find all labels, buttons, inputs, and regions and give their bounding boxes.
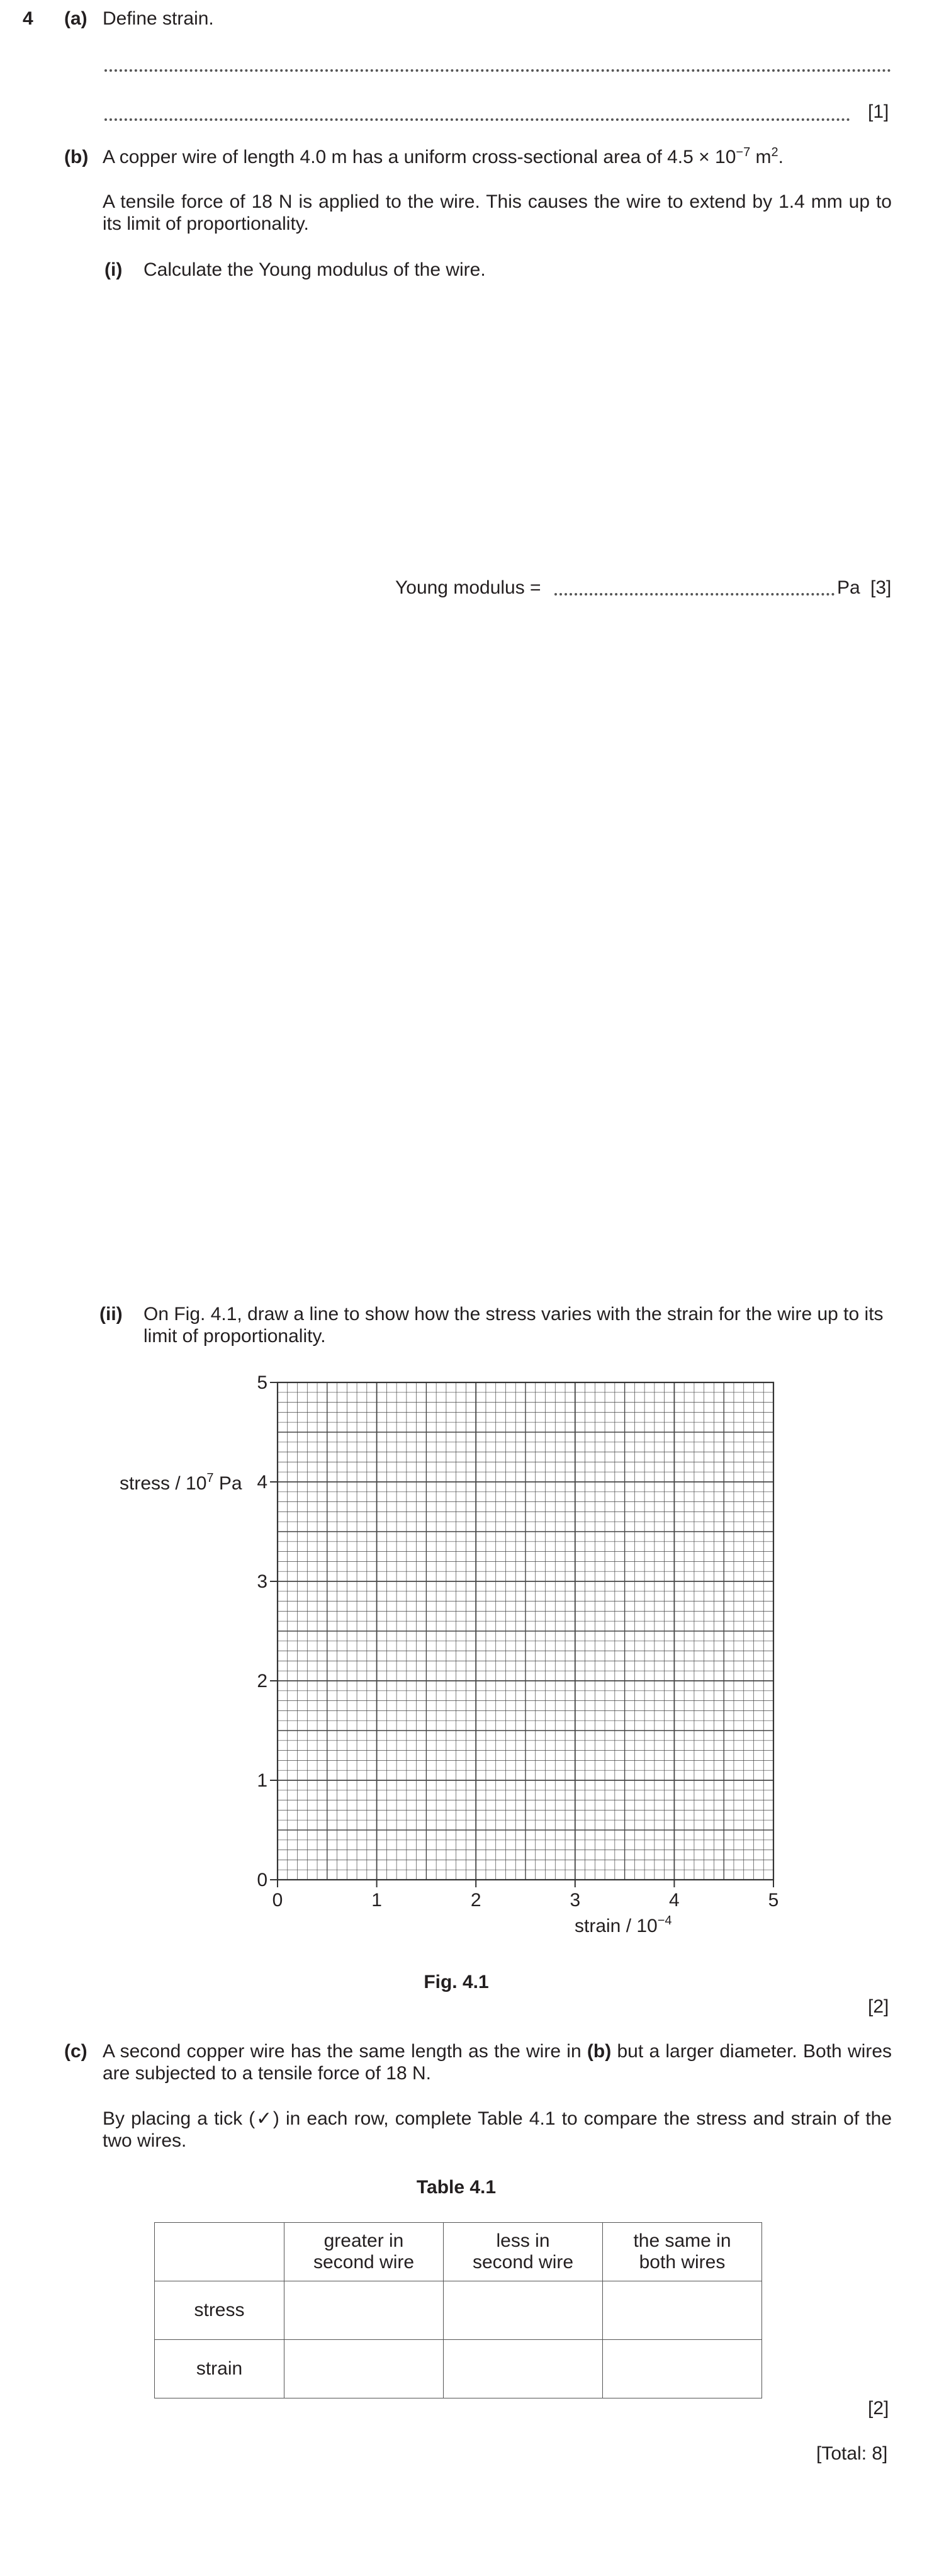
tick-cell-strain-less[interactable] bbox=[444, 2340, 603, 2398]
part-c-marks: [2] bbox=[868, 2398, 889, 2419]
x-tick-label: 2 bbox=[470, 1890, 481, 1911]
part-b-i-prompt: Calculate the Young modulus of the wire. bbox=[143, 259, 486, 280]
table-title: Table 4.1 bbox=[416, 2177, 497, 2198]
row-label-stress: stress bbox=[155, 2281, 284, 2340]
tick-cell-stress-less[interactable] bbox=[444, 2281, 603, 2340]
x-axis-label: strain / $10^{-4}$ bbox=[575, 1914, 672, 1936]
header-same: the same in both wires bbox=[603, 2223, 762, 2281]
tick-cell-stress-greater[interactable] bbox=[284, 2281, 444, 2340]
part-c-text2: By placing a tick (✓) in each row, complete Table 4.1 to compare the stress and strain of the two wires. bbox=[103, 2108, 892, 2151]
row-label-strain: strain bbox=[155, 2340, 284, 2398]
part-b-i-label: (i) bbox=[104, 259, 123, 280]
x-tick-label: 5 bbox=[768, 1890, 779, 1911]
part-a-marks: [1] bbox=[868, 101, 889, 122]
part-b-intro: A copper wire of length 4.0 m has a uniform cross-sectional area of $4.5 \times 10^{-7}$ $m^2$. bbox=[103, 145, 784, 167]
header-less: less in second wire bbox=[444, 2223, 603, 2281]
table-4-1 bbox=[154, 2222, 762, 2398]
part-c-text1: A second copper wire has the same length as the wire in (b) but a larger diameter. Both wires are subjected to a tensile force of 18 N. bbox=[103, 2041, 892, 2084]
y-tick-label: 5 bbox=[257, 1372, 267, 1393]
part-b-ii-prompt: On Fig. 4.1, draw a line to show how the stress varies with the strain for the wire up to its limit of proportionality. bbox=[143, 1304, 884, 1347]
grid bbox=[278, 1382, 773, 1880]
table-corner-cell bbox=[155, 2223, 284, 2281]
y-tick-label: 4 bbox=[257, 1472, 267, 1493]
x-tick-label: 3 bbox=[570, 1890, 581, 1911]
part-b-force-text: A tensile force of 18 N is applied to the wire. This causes the wire to extend by 1.4 mm up to its limit of proportionality. bbox=[103, 191, 892, 234]
tick-cell-strain-same[interactable] bbox=[603, 2340, 762, 2398]
x-tick-label: 4 bbox=[669, 1890, 680, 1911]
y-tick-label: 2 bbox=[257, 1671, 267, 1692]
fig-caption: Fig. 4.1 bbox=[424, 1972, 489, 1992]
young-modulus-unit: Pa bbox=[837, 577, 860, 598]
part-b-ii-label: (ii) bbox=[99, 1304, 123, 1325]
question-number: 4 bbox=[23, 8, 33, 29]
x-tick-label: 1 bbox=[371, 1890, 382, 1911]
y-tick-label: 1 bbox=[257, 1770, 267, 1791]
part-c-label: (c) bbox=[64, 2041, 87, 2062]
tick-cell-strain-greater[interactable] bbox=[284, 2340, 444, 2398]
table-row bbox=[155, 2340, 762, 2398]
header-greater: greater in second wire bbox=[284, 2223, 444, 2281]
part-a-prompt: Define strain. bbox=[103, 8, 214, 29]
axes bbox=[270, 1382, 773, 1887]
total-marks: [Total: 8] bbox=[816, 2443, 888, 2464]
x-tick-label: 0 bbox=[272, 1890, 283, 1911]
part-b-i-marks: [3] bbox=[870, 577, 892, 598]
part-b-ii-marks: [2] bbox=[868, 1996, 889, 2017]
table-row bbox=[155, 2281, 762, 2340]
y-tick-label: 3 bbox=[257, 1571, 267, 1592]
y-tick-label: 0 bbox=[257, 1870, 267, 1890]
part-a-label: (a) bbox=[64, 8, 87, 29]
y-axis-label: stress / $10^7$ Pa bbox=[120, 1471, 242, 1494]
young-modulus-label: Young modulus = bbox=[395, 577, 541, 598]
part-b-label: (b) bbox=[64, 147, 89, 167]
tick-cell-stress-same[interactable] bbox=[603, 2281, 762, 2340]
